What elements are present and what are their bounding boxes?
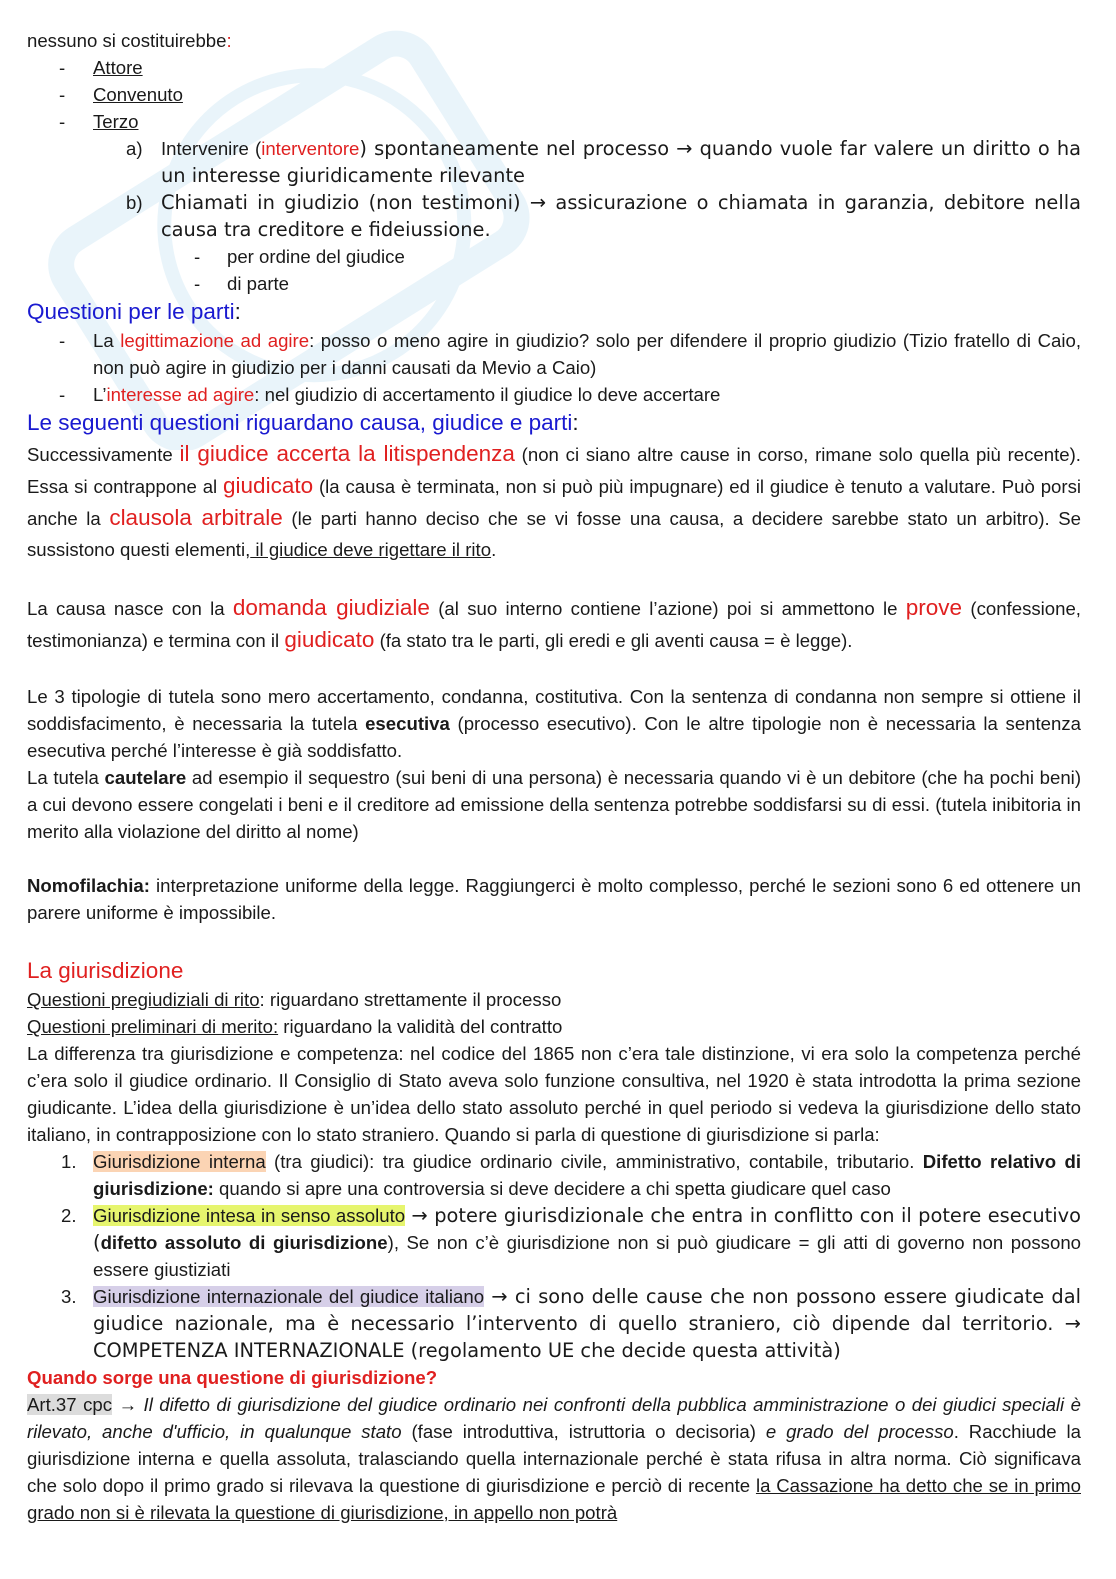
list-item: - Terzo <box>27 108 1081 135</box>
list-item: 1. Giurisdizione interna (tra giudici): tra giudice ordinario civile, amministrativo, contabile, tributario. Difetto relativo di giurisdizione: quando si apre una controversia si deve decidere a chi spetta giudicare quel caso <box>61 1151 1081 1199</box>
paragraph-differenza: La differenza tra giurisdizione e competenza: nel codice del 1865 non c’era tale distinzione, vi era solo la competenza perché c’era solo il giudice ordinario. Il Consiglio di Stato aveva solo funzione consultiva, nel 1920 è stata introdotta la prima sezione giudicante. L’idea della giurisdizione è un’idea dello stato assoluto perché in quel periodo si vedeva la giurisdizione dello stato italiano, in contrapposizione con lo stato straniero. Quando si parla di questione di giurisdizione si parla: <box>27 1043 1081 1145</box>
list-item: - Convenuto <box>27 81 1081 108</box>
list-item: - Attore <box>27 54 1081 81</box>
paragraph-litispendenza: Successivamente il giudice accerta la litispendenza (non ci siano altre cause in corso, rimane solo quella più recente). Essa si contrappone al giudicato (la causa è terminata, non si può più impugnare) ed il giudice è tenuto a valutare. Può porsi anche la clausola arbitrale (le parti hanno deciso che se vi fosse una causa, a decidere sarebbe stato un arbitro). Se sussistono questi elementi, il giudice deve rigettare il rito. <box>27 441 1082 560</box>
paragraph-art37: Art.37 cpc → Il difetto di giurisdizione del giudice ordinario nei confronti della pubblica amministrazione o dei giudici speciali è rilevato, anche d'ufficio, in qualunque stato (fase introduttiva, istruttoria o decisoria) e grado del processo. Racchiude la giurisdizione interna e quella assoluta, tralasciando quella internazionale perché è stata rifusa in altra norma. Ciò significava che solo dopo il primo grado si rilevava la questione di giurisdizione e perciò di recente la Cassazione ha detto che se in primo grado non si è rilevata la questione di giurisdizione, in appello non potrà <box>27 1394 1082 1523</box>
chiamati-sublist <box>27 243 1081 297</box>
list-item: - di parte <box>27 270 1081 297</box>
paragraph-causa: La causa nasce con la domanda giudiziale (al suo interno contiene l’azione) poi si ammettono le prove (confessione, testimonianza) e termina con il giudicato (fa stato tra le parti, gli eredi e gli aventi causa = è legge). <box>27 595 1081 652</box>
intro-line: nessuno si costituirebbe: <box>27 30 232 51</box>
line-preliminari: Questioni preliminari di merito: riguardano la validità del contratto <box>27 1016 563 1037</box>
list-item: b) Chiamati in giudizio (non testimoni) → assicurazione o chiamata in garanzia, debitore nella causa tra creditore e fideiussione. <box>126 191 1081 241</box>
list-item: 3. Giurisdizione internazionale del giudice italiano → ci sono delle cause che non possono essere giudicate dal giudice nazionale, ma è necessario l’intervento di quello straniero, ciò dipende dal territorio. → COMPETENZA INTERNAZIONALE (regolamento UE che decide questa attività) <box>61 1285 1081 1362</box>
list-item: a) Intervenire (interventore) spontaneamente nel processo → quando vuole far valere un diritto o ha un interesse giuridicamente rilevante <box>126 137 1081 187</box>
line-pregiudiziali: Questioni pregiudiziali di rito: riguardano strettamente il processo <box>27 989 562 1010</box>
parties-list <box>27 54 1081 135</box>
giurisdizione-types-list <box>27 1148 1081 1364</box>
paragraph-cautelare: La tutela cautelare ad esempio il sequestro (sui beni di una persona) è necessaria quando vi è un debitore (che ha pochi beni) a cui devono essere congelati i beni e il creditore ad emissione della sentenza potrebbe soddisfarsi su di essi. (tutela inibitoria in merito alla violazione del diritto al nome) <box>27 767 1082 842</box>
list-item: 2. Giurisdizione intesa in senso assoluto → potere giurisdizionale che entra in conflitto con il potere esecutivo (difetto assoluto di giurisdizione), Se non c’è giurisdizione non si può giudicare = gli atti di governo non possono essere giustiziati <box>61 1204 1081 1280</box>
list-item: - per ordine del giudice <box>27 243 1081 270</box>
paragraph-nomofilachia: Nomofilachia: interpretazione uniforme della legge. Raggiungerci è molto complesso, perché le sezioni sono 6 ed ottenere un parere uniforme è impossibile. <box>27 875 1081 923</box>
questioni-list <box>27 327 1081 408</box>
question-heading: Quando sorge una questione di giurisdizione? <box>27 1367 438 1388</box>
section-heading-questioni: Questioni per le parti: <box>27 299 241 324</box>
terzo-sublist <box>27 135 1081 243</box>
section-heading-seguenti: Le seguenti questioni riguardano causa, giudice e parti: <box>27 410 579 435</box>
list-item: - La legittimazione ad agire: posso o meno agire in giudizio? solo per difendere il proprio giudizio (Tizio fratello di Caio, non può agire in giudizio per i danni causati da Mevio a Caio) <box>27 327 1081 381</box>
section-heading-giurisdizione: La giurisdizione <box>27 958 184 983</box>
paragraph-tutela: Le 3 tipologie di tutela sono mero accertamento, condanna, costitutiva. Con la sentenza di condanna non sempre si ottiene il soddisfacimento, è necessaria la tutela esecutiva (processo esecutivo). Con le altre tipologie non è necessaria la sentenza esecutiva perché l’interesse è già soddisfatto. <box>27 686 1081 761</box>
document-page <box>27 27 1081 1526</box>
list-item: - L’interesse ad agire: nel giudizio di accertamento il giudice lo deve accertare <box>27 381 1081 408</box>
